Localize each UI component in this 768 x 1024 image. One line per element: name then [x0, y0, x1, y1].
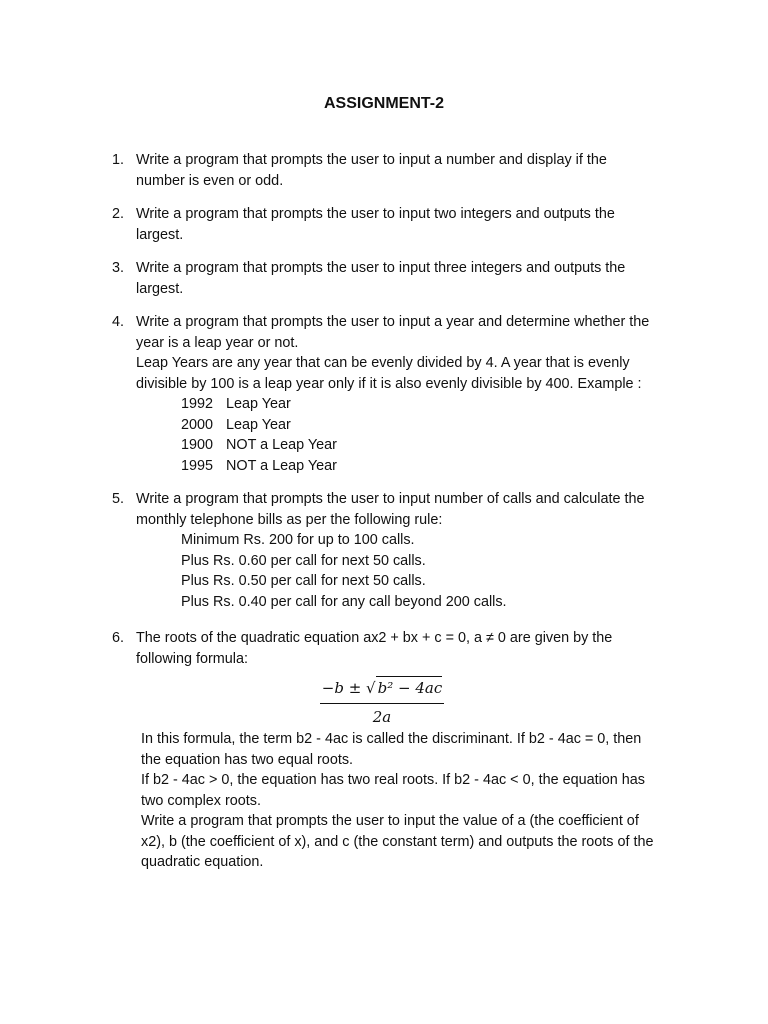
item-number: 4. [112, 314, 125, 330]
item-text-line: The roots of the quadratic equation ax2 + bx + c = 0, a ≠ 0 are given by the [136, 630, 613, 646]
example-row [181, 435, 692, 456]
list-item-6 [112, 628, 692, 669]
note-line: the equation has two equal roots. [141, 751, 354, 768]
list-item-3 [112, 258, 692, 299]
billing-rule: Minimum Rs. 200 for up to 100 calls. [181, 532, 415, 548]
item-text-line: Write a program that prompts the user to input a number and display if the [136, 152, 607, 168]
item-text-line: largest. [136, 226, 184, 243]
note-line: quadratic equation. [141, 854, 264, 870]
list-item-4 [112, 312, 692, 476]
list-item-1 [112, 150, 692, 191]
formula-denominator: 2a [372, 708, 392, 726]
note-line: If b2 - 4ac > 0, the equation has two real roots. If b2 - 4ac < 0, the equation has [141, 772, 645, 788]
example-row [181, 415, 692, 436]
item-number: 6. [112, 630, 125, 646]
item-text-line: following formula: [136, 650, 248, 667]
example-year: 1900 [181, 437, 214, 453]
list-item-2 [112, 204, 692, 245]
item-text-line: Write a program that prompts the user to input three integers and outputs the [136, 260, 626, 276]
example-row [181, 394, 692, 415]
example-label: Leap Year [226, 396, 291, 412]
item-number: 1. [112, 152, 125, 168]
note-line: Write a program that prompts the user to input the value of a (the coefficient of [141, 813, 639, 829]
leap-year-examples [181, 394, 692, 476]
note-line: In this formula, the term b2 - 4ac is called the discriminant. If b2 - 4ac = 0, then [141, 731, 642, 747]
example-year: 1995 [181, 457, 214, 474]
formula-numerator [320, 676, 444, 699]
example-label: Leap Year [226, 416, 291, 433]
billing-rule: Plus Rs. 0.50 per call for next 50 calls. [181, 573, 426, 589]
item-text-line: Write a program that prompts the user to input two integers and outputs the [136, 206, 615, 222]
page-title: ASSIGNMENT-2 [323, 95, 444, 112]
example-label: NOT a Leap Year [226, 437, 337, 453]
item-text-line: number is even or odd. [136, 172, 284, 189]
item-text-line: Write a program that prompts the user to input number of calls and calculate the [136, 491, 645, 507]
item-text-line: divisible by 100 is a leap year only if it is also evenly divisible by 400. Example : [136, 375, 642, 392]
item-text-line: Leap Years are any year that can be evenly divided by 4. A year that is evenly [136, 355, 630, 371]
item-number: 5. [112, 491, 125, 507]
quadratic-formula [320, 676, 444, 727]
billing-rules [181, 530, 692, 612]
note-line: x2), b (the coefficient of x), and c (the constant term) and outputs the roots of the [141, 833, 654, 850]
item-text-line: Write a program that prompts the user to input a year and determine whether the [136, 314, 650, 330]
example-year: 1992 [181, 396, 214, 412]
discriminant-notes [141, 729, 696, 873]
formula-numerator-prefix: −b ± √ [321, 679, 376, 697]
example-row [181, 456, 692, 477]
billing-rule: Plus Rs. 0.60 per call for next 50 calls. [181, 552, 426, 569]
list-item-5 [112, 489, 692, 612]
example-label: NOT a Leap Year [226, 457, 337, 474]
item-number: 3. [112, 260, 125, 276]
formula-radicand: b² − 4ac [376, 676, 443, 699]
item-number: 2. [112, 206, 125, 222]
item-text-line: largest. [136, 280, 184, 297]
fraction-bar [320, 703, 444, 704]
note-line: two complex roots. [141, 792, 261, 809]
example-year: 2000 [181, 416, 214, 433]
item-text-line: monthly telephone bills as per the following rule: [136, 511, 443, 528]
item-text-line: year is a leap year or not. [136, 334, 299, 351]
billing-rule: Plus Rs. 0.40 per call for any call beyond 200 calls. [181, 593, 507, 610]
